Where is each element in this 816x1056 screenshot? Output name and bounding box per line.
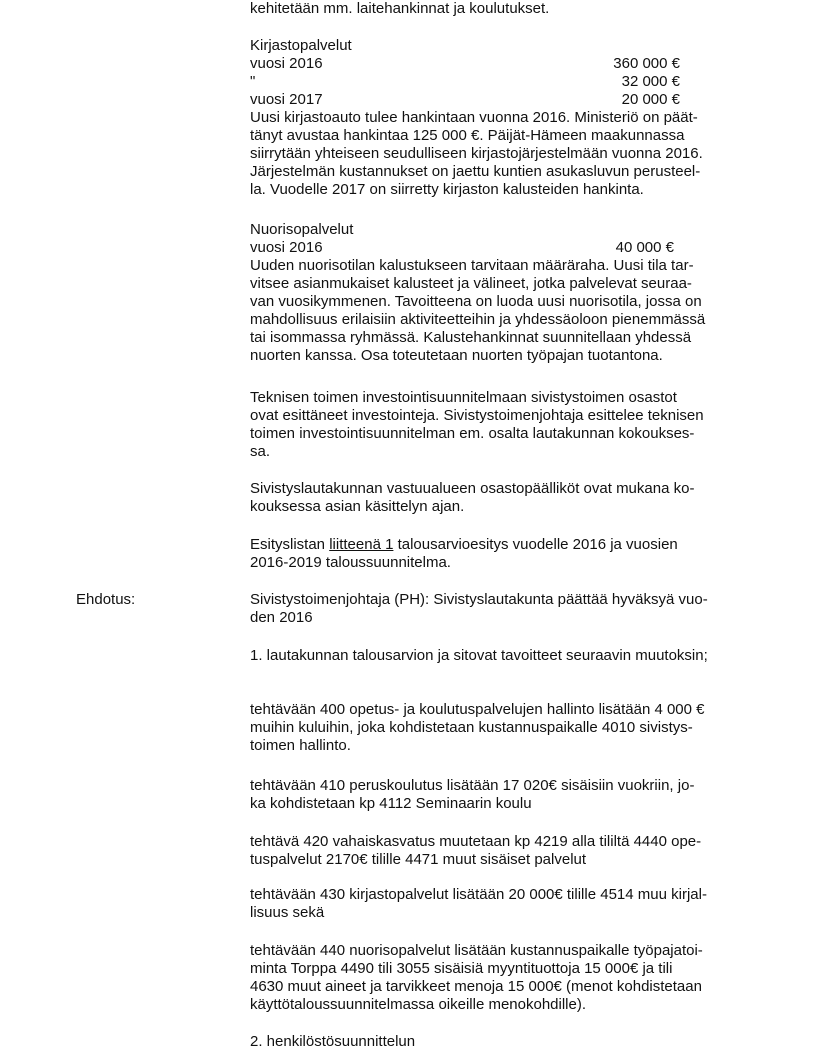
text-line: Uuden nuorisotilan kalustukseen tarvitaan määräraha. Uusi tila tar- bbox=[250, 257, 694, 274]
text-line: den 2016 bbox=[250, 609, 313, 626]
text-line: siirrytään yhteiseen seudulliseen kirjastojärjestelmään vuonna 2016. bbox=[250, 145, 703, 162]
text-line: toimen investointisuunnitelman em. osalta lautakunnan kokoukses- bbox=[250, 425, 695, 442]
ehdotus-item-2 bbox=[250, 1033, 742, 1051]
text-line: Sivistyslautakunnan vastuualueen osastopäälliköt ovat mukana ko- bbox=[250, 480, 695, 497]
budget-row-label: " bbox=[250, 73, 256, 90]
task-400-paragraph bbox=[250, 701, 742, 755]
task-440-paragraph bbox=[250, 942, 742, 1014]
text-line: sa. bbox=[250, 443, 271, 460]
text-line: nuorten kanssa. Osa toteutetaan nuorten työpajan tuotantona. bbox=[250, 347, 663, 364]
text-line: 2016-2019 taloussuunnitelma. bbox=[250, 554, 451, 571]
text-line: muihin kuluihin, joka kohdistetaan kustannuspaikalle 4010 sivistys- bbox=[250, 719, 693, 736]
text-line: tehtävään 410 peruskoulutus lisätään 17 020€ sisäisiin vuokriin, jo- bbox=[250, 777, 695, 794]
budget-row bbox=[250, 91, 742, 109]
text-line: tehtävään 440 nuorisopalvelut lisätään kustannuspaikalle työpajatoi- bbox=[250, 942, 703, 959]
text-line: Uusi kirjastoauto tulee hankintaan vuonna 2016. Ministeriö on päät- bbox=[250, 109, 698, 126]
text-line: vitsee asianmukaiset kalusteet ja välineet, jotka palvelevat seuraa- bbox=[250, 275, 692, 292]
ehdotus-paragraph bbox=[250, 591, 742, 627]
text-line: tehtävään 400 opetus- ja koulutuspalvelujen hallinto lisätään 4 000 € bbox=[250, 701, 705, 718]
intro-paragraph bbox=[250, 0, 742, 18]
text-line: 4630 muut aineet ja tarvikkeet menoja 15 000€ (menot kohdistetaan bbox=[250, 978, 702, 995]
text-line: lisuus sekä bbox=[250, 904, 325, 921]
nuorisopalvelut-section bbox=[250, 221, 742, 365]
text-line: van vuosikymmenen. Tavoitteena on luoda uusi nuorisotila, jossa on bbox=[250, 293, 702, 310]
kirjastopalvelut-section bbox=[250, 37, 742, 199]
budget-row-amount: 32 000 € bbox=[621, 73, 680, 90]
text-line: 1. lautakunnan talousarvion ja sitovat tavoitteet seuraavin muutoksin; bbox=[250, 647, 708, 664]
text-line bbox=[250, 536, 742, 554]
text-line: la. Vuodelle 2017 on siirretty kirjaston kalusteiden hankinta. bbox=[250, 181, 644, 198]
text-line: 2. henkilöstösuunnittelun bbox=[250, 1033, 416, 1050]
text-line: tuspalvelut 2170€ tilille 4471 muut sisäiset palvelut bbox=[250, 851, 587, 868]
text-line: kehitetään mm. laitehankinnat ja koulutukset. bbox=[250, 0, 550, 17]
osastopaallikot-paragraph bbox=[250, 480, 742, 516]
text-line: mahdollisuus erilaisiin aktiviteetteihin ja yhdessäoloon pienemmässä bbox=[250, 311, 706, 328]
text-line: Sivistystoimenjohtaja (PH): Sivistyslautakunta päättää hyväksyä vuo- bbox=[250, 591, 708, 608]
text-line: tai isommassa ryhmässä. Kalustehankinnat suunnitellaan yhdessä bbox=[250, 329, 692, 346]
text-line: kouksessa asian käsittelyn ajan. bbox=[250, 498, 465, 515]
text-line: toimen hallinto. bbox=[250, 737, 351, 754]
task-420-paragraph bbox=[250, 833, 742, 869]
text-line: Teknisen toimen investointisuunnitelmaan sivistystoimen osastot bbox=[250, 389, 677, 406]
budget-row bbox=[250, 73, 742, 91]
task-410-paragraph bbox=[250, 777, 742, 813]
text-line: tehtävään 430 kirjastopalvelut lisätään 20 000€ tilille 4514 muu kirjal- bbox=[250, 886, 707, 903]
budget-row-label: vuosi 2016 bbox=[250, 239, 323, 256]
text-line: minta Torppa 4490 tili 3055 sisäisiä myyntituottoja 15 000€ ja tili bbox=[250, 960, 673, 977]
attachment-link[interactable]: liitteenä 1 bbox=[329, 536, 394, 553]
ehdotus-item-1 bbox=[250, 647, 742, 665]
budget-row-amount: 360 000 € bbox=[613, 55, 680, 72]
text-line: tänyt avustaa hankintaa 125 000 €. Päijät-Hämeen maakunnassa bbox=[250, 127, 685, 144]
text-segment: Esityslistan bbox=[250, 536, 330, 553]
text-line: tehtävä 420 vahaiskasvatus muutetaan kp 4219 alla tililtä 4440 ope- bbox=[250, 833, 702, 850]
text-line: Järjestelmän kustannukset on jaettu kuntien asukasluvun perusteel- bbox=[250, 163, 701, 180]
budget-row-label: vuosi 2016 bbox=[250, 55, 323, 72]
section-heading: Nuorisopalvelut bbox=[250, 221, 354, 238]
budget-row-label: vuosi 2017 bbox=[250, 91, 323, 108]
esityslista-paragraph bbox=[250, 536, 742, 572]
task-430-paragraph bbox=[250, 886, 742, 922]
budget-row-amount: 40 000 € bbox=[615, 239, 674, 256]
budget-row bbox=[250, 55, 742, 73]
tekninen-paragraph bbox=[250, 389, 742, 461]
budget-row-amount: 20 000 € bbox=[621, 91, 680, 108]
text-line: käyttötaloussuunnitelmassa oikeille menokohdille). bbox=[250, 996, 587, 1013]
ehdotus-label: Ehdotus: bbox=[76, 591, 136, 608]
text-segment: talousarvioesitys vuodelle 2016 ja vuosien bbox=[393, 536, 678, 553]
text-line: ka kohdistetaan kp 4112 Seminaarin koulu bbox=[250, 795, 532, 812]
budget-row bbox=[250, 239, 742, 257]
section-heading: Kirjastopalvelut bbox=[250, 37, 352, 54]
text-line: ovat esittäneet investointeja. Sivistystoimenjohtaja esittelee teknisen bbox=[250, 407, 704, 424]
